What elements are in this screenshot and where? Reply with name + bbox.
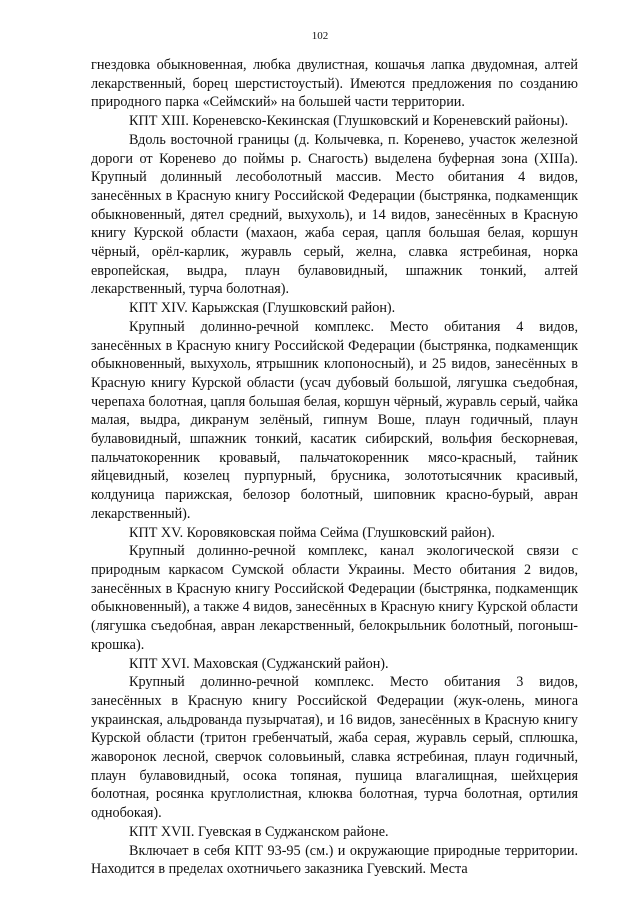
heading-kpt-xiii: КПТ XIII. Кореневско-Кекинская (Глушковский и Кореневский районы). bbox=[129, 113, 569, 130]
paragraph-kpt-xiii: Вдоль восточной границы (д. Колычевка, п. Коренево, участок железной дороги от Коренево до поймы р. Снагость) выделена буферная зона (XIIIа). Крупный долинный лесоболотный массив. Место обитания 4 видов, занесённых в Красную книгу Российской Федерации (быстрянка, подкаменщик обыкновенный, дятел средний, выхухоль), и 14 видов, занесённых в Красную книгу Курской области (махаон, жаба серая, цапля большая белая, коршун чёрный, орёл-карлик, журавль серый, желна, славка ястребиная, норка европейская, выдра, плаун булавовидный, шпажник тонкий, алтей лекарственный, турча болотная). bbox=[91, 131, 578, 298]
paragraph-kpt-xvi: Крупный долинно-речной комплекс. Место обитания 3 видов, занесённых в Красную книгу Российской Федерации (жук-олень, минога украинская, альдрованда пузырчатая), и 16 видов, занесённых в Красную книгу Курской области (тритон гребенчатый, жаба серая, журавль серый, сплюшка, жаворонок лесной, сверчок соловьиный, славка ястребиная, плаун годичный, плаун булавовидный, осока топяная, пушица влагалищная, шейхцерия болотная, росянка круглолистная, клюква болотная, турча болотная, ортилия однобокая). bbox=[91, 674, 578, 822]
paragraph-kpt-xiv: Крупный долинно-речной комплекс. Место обитания 4 видов, занесённых в Красную книгу Российской Федерации (быстрянка, подкаменщик обыкновенный, выхухоль, ятрышник клопоносный), и 25 видов, занесённых в Красную книгу Курской области (усач дубовый большой, лягушка съедобная, черепаха болотная, цапля большая белая, коршун чёрный, журавль серый, чайка малая, выдра, дикранум зелёный, гипнум Воше, плаун годичный, плаун булавовидный, шпажник тонкий, касатик сибирский, вольфия бескорневая, пальчатокоренник кровавый, пальчатокоренник мясо-красный, тайник яйцевидный, козелец пурпурный, брусника, золототысячник красивый, колдуница парижская, белозор болотный, шиповник красно-бурый, авран лекарственный). bbox=[91, 318, 578, 522]
heading-kpt-xv: КПТ XV. Коровяковская пойма Сейма (Глушковский район). bbox=[129, 524, 495, 541]
heading-kpt-xvi: КПТ XVI. Маховская (Суджанский район). bbox=[129, 655, 389, 672]
page-number: 102 bbox=[311, 30, 329, 42]
paragraph-continuation: гнездовка обыкновенная, любка двулистная, кошачья лапка двудомная, алтей лекарственный, борец шерстистоустый). Имеются предложения по созданию природного парка «Сеймский» на большей части территории. bbox=[91, 57, 578, 111]
paragraph-kpt-xvii: Включает в себя КПТ 93-95 (см.) и окружающие природные территории. Находится в пределах охотничьего заказника Гуевский. Места bbox=[91, 842, 578, 878]
paragraph-kpt-xv: Крупный долинно-речной комплекс, канал экологической связи с природным каркасом Сумской области Украины. Место обитания 2 видов, занесённых в Красную книгу Российской Федерации (быстрянка, подкаменщик обыкновенный), а также 4 видов, занесённых в Красную книгу Курской области (лягушка съедобная, авран лекарственный, белокрыльник болотный, погоныш-крошка). bbox=[91, 543, 578, 653]
heading-kpt-xvii: КПТ XVII. Гуевская в Суджанском районе. bbox=[129, 823, 389, 840]
document-body bbox=[91, 56, 578, 879]
heading-kpt-xiv: КПТ XIV. Карыжская (Глушковский район). bbox=[129, 300, 396, 317]
